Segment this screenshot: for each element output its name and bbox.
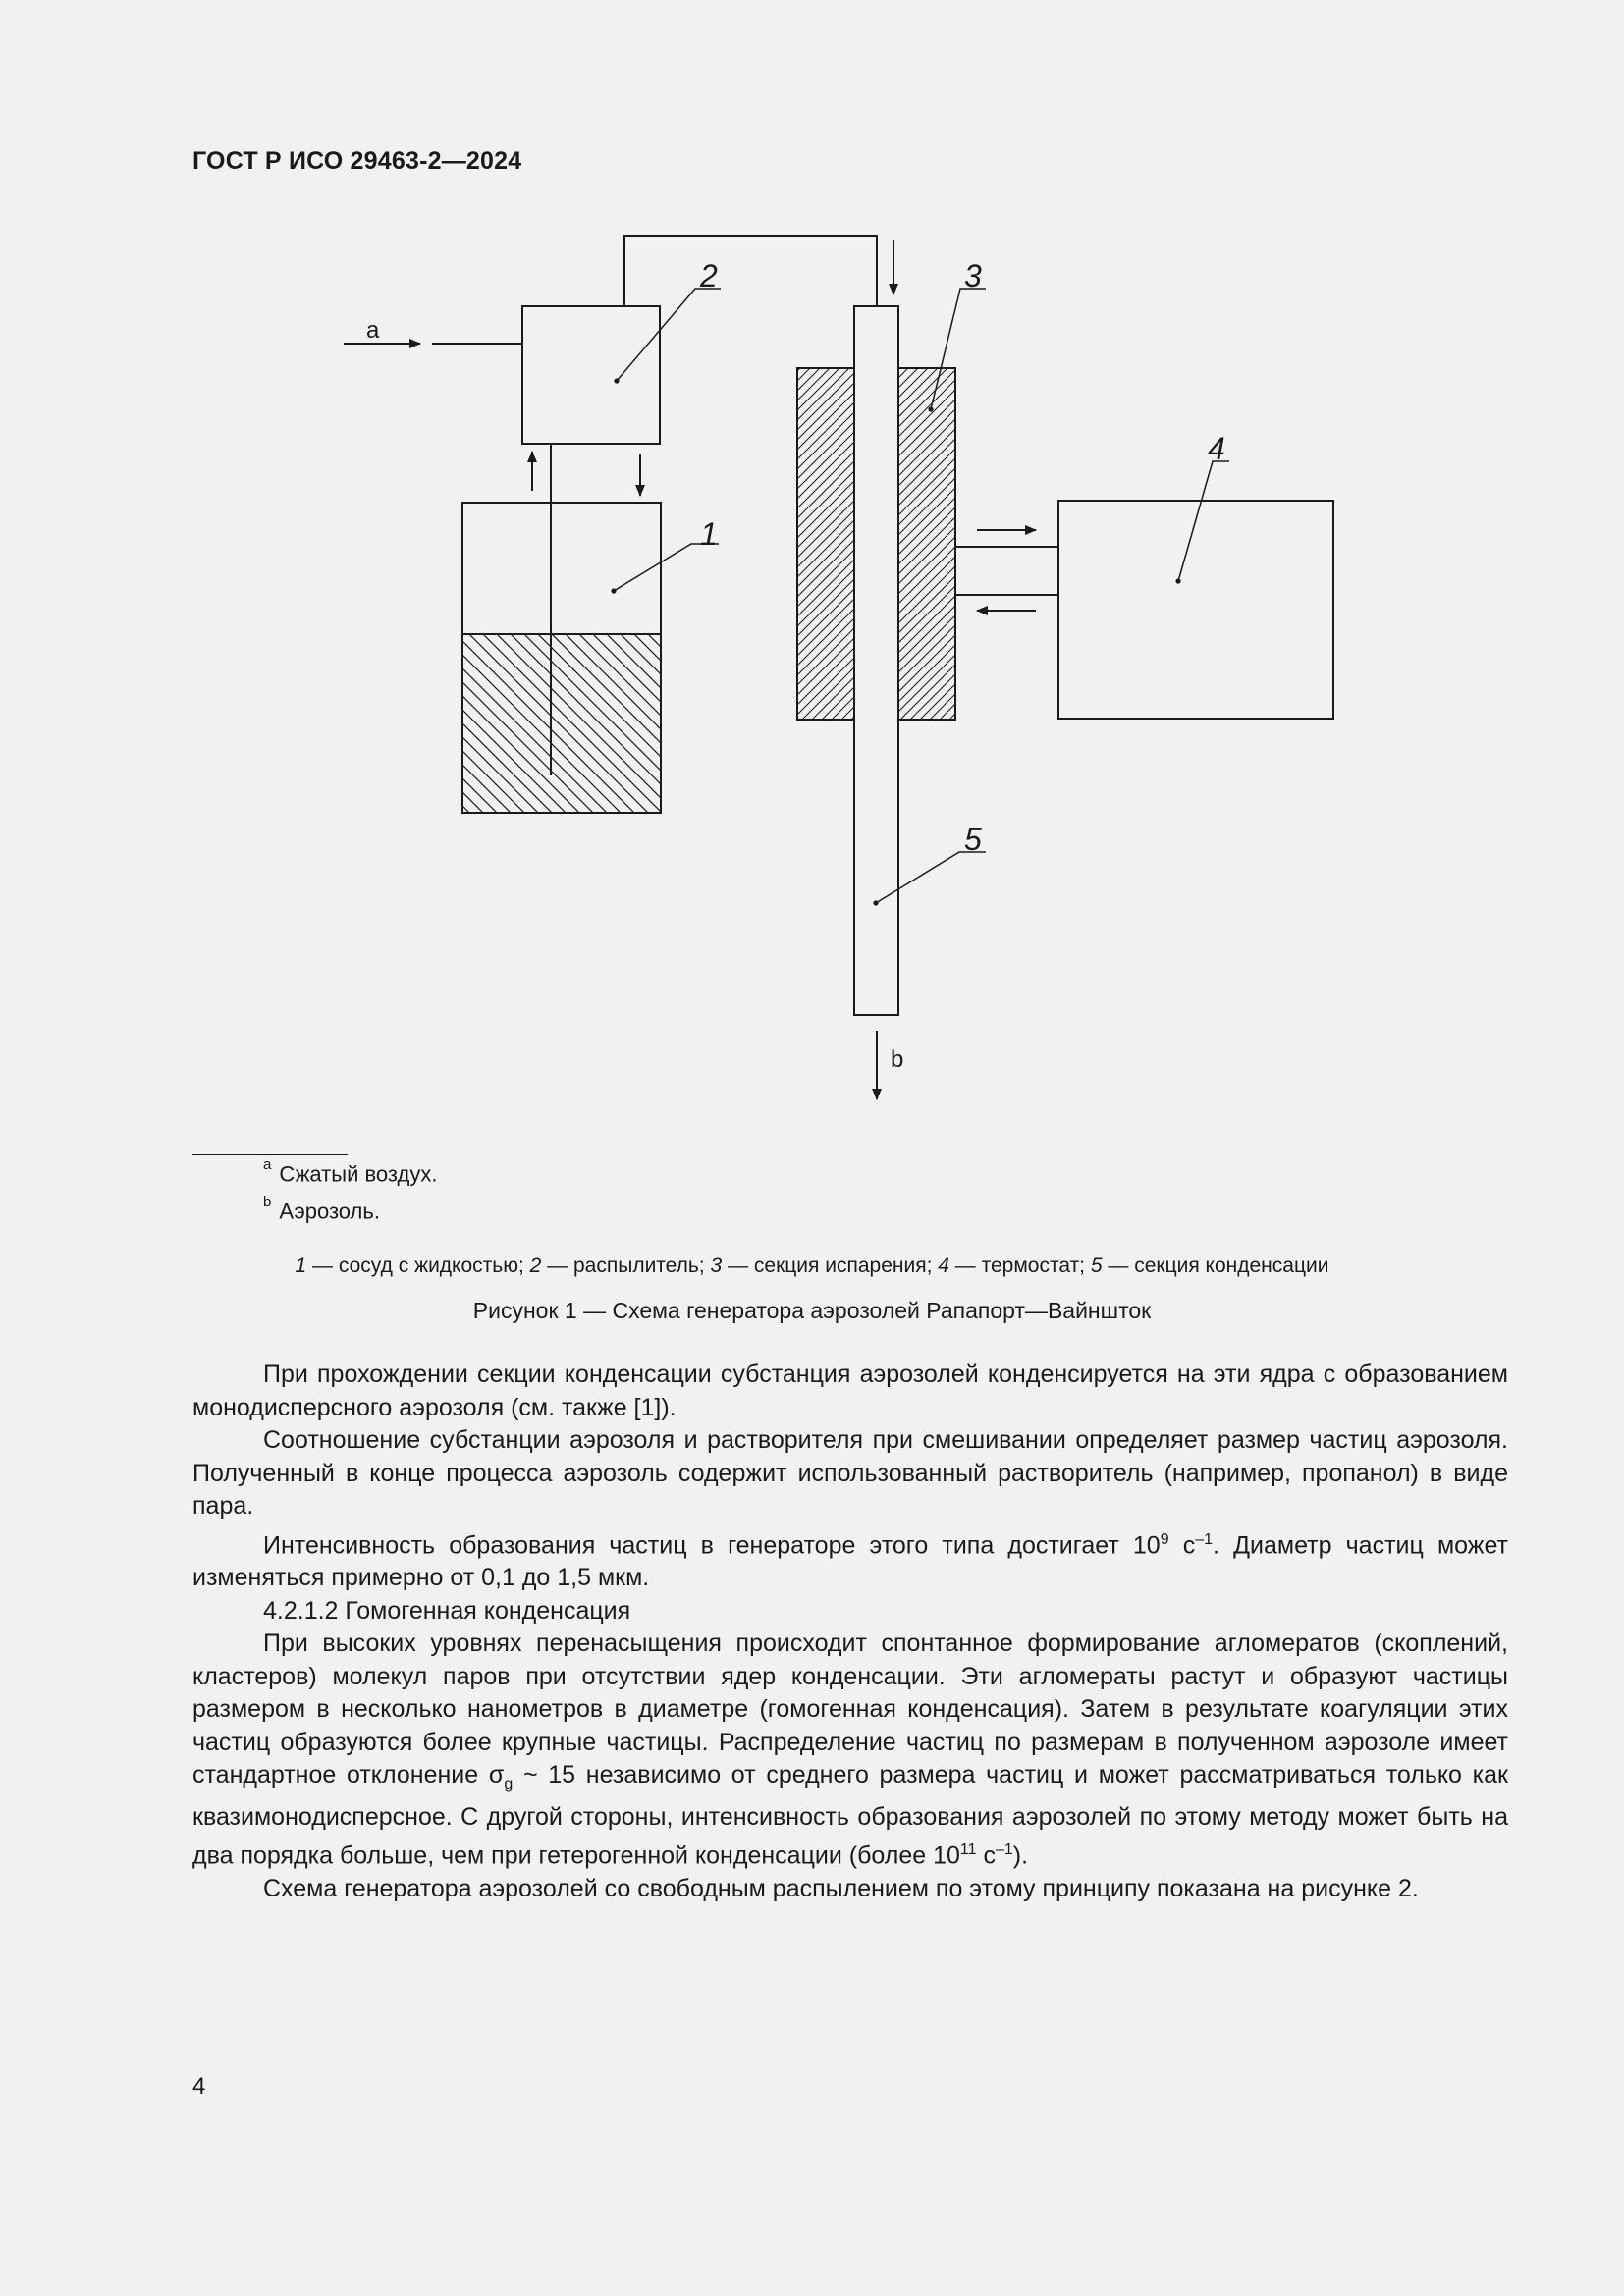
legend-text: — секция испарения; [722, 1255, 939, 1277]
legend-text: — распылитель; [541, 1255, 711, 1277]
legend-text: — термостат; [948, 1255, 1091, 1277]
footnote-text: Аэрозоль. [279, 1199, 380, 1224]
label-4: 4 [1208, 431, 1225, 466]
aerosol-generator-diagram [0, 0, 1624, 1139]
footnote-b [263, 1194, 380, 1224]
label-2: 2 [700, 258, 718, 294]
footnote-mark: b [263, 1194, 272, 1210]
footnote-rule [192, 1154, 348, 1155]
vessel-with-liquid [462, 444, 661, 813]
legend-text: — секция конденсации [1102, 1255, 1329, 1277]
figure-caption: Рисунок 1 — Схема генератора аэрозолей Рапапорт—Вайншток [472, 1298, 1152, 1323]
document-header: ГОСТ Р ИСО 29463-2—2024 [192, 147, 522, 175]
evaporation-section-left [797, 368, 854, 720]
label-1: 1 [700, 516, 718, 552]
legend-num: 1 [295, 1255, 307, 1277]
thermostat-box [1058, 501, 1333, 719]
section-heading: 4.2.1.2 Гомогенная конденсация [263, 1596, 631, 1625]
paragraph: Интенсивность образования частиц в генераторе этого типа достигает $10^9$ $с^{-1}$. Диаметр частиц может изменяться примерно от 0,1 до 1,5 мкм. [192, 1530, 1508, 1592]
paragraph: Соотношение субстанции аэрозоля и растворителя при смешивании определяет размер частиц аэрозоля. Полученный в конце процесса аэрозоль содержит использованный растворитель (например, пропанол) в виде пара. [192, 1426, 1508, 1520]
paragraph: Схема генератора аэрозолей со свободным распылением по этому принципу показана на рисунке 2. [263, 1875, 1419, 1903]
atomizer-box [522, 306, 660, 444]
page-number: 4 [192, 2073, 206, 2100]
legend-text: — сосуд с жидкостью; [306, 1255, 530, 1277]
condensation-tube [854, 306, 898, 1015]
legend-num: 2 [529, 1255, 542, 1277]
footnote-a [263, 1156, 438, 1187]
label-a: a [366, 317, 380, 344]
label-3: 3 [964, 258, 982, 294]
legend-num: 5 [1090, 1255, 1103, 1277]
label-5: 5 [964, 822, 982, 857]
footnote-mark: a [263, 1156, 272, 1173]
legend-num: 3 [710, 1255, 723, 1277]
legend-num: 4 [938, 1255, 949, 1277]
paragraph: При высоких уровнях перенасыщения происходит спонтанное формирование агломератов (скоплений, кластеров) молекул паров при отсутствии ядер конденсации. Эти агломераты растут и образуют частицы размером в несколько нанометров в диаметре (гомогенная конденсация). Затем в результате коагуляции этих частиц образуются более крупные частицы. Распределение частиц по размерам в полученном аэрозоле имеет стандартное отклонение $\sigma_g$ ~ 15 независимо от среднего размера частиц и может рассматриваться только как квазимонодисперсное. С другой стороны, интенсивность образования аэрозолей по этому методу может быть на два порядка больше, чем при гетерогенной конденсации (более $10^{11}$ $с^{-1}$). [192, 1629, 1508, 1870]
paragraph: При прохождении секции конденсации субстанция аэрозолей конденсируется на эти ядра с образованием монодисперсного аэрозоля (см. также [1]). [192, 1361, 1508, 1421]
figure-legend [0, 1255, 1624, 1278]
evaporation-section-right [898, 368, 955, 720]
footnote-text: Сжатый воздух. [279, 1161, 438, 1187]
body-text [192, 1359, 1508, 1906]
label-b: b [891, 1046, 904, 1073]
